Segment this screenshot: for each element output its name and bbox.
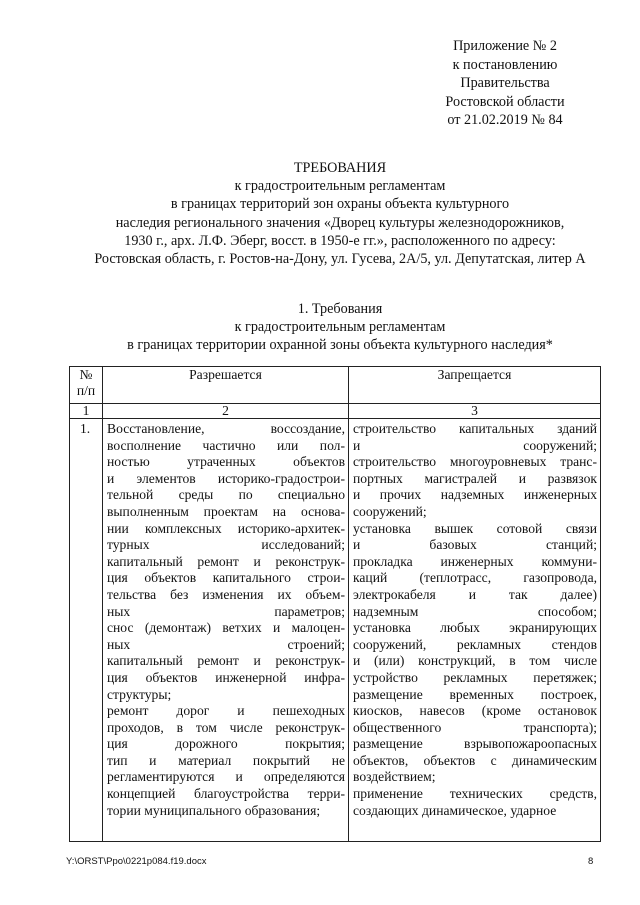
cell-line: ных параметров; bbox=[107, 603, 345, 619]
cell-line: ция объектов инженерной инфра- bbox=[107, 669, 345, 685]
cell-line: киосков, навесов (кроме остановок bbox=[353, 703, 597, 719]
title-line: в границах территорий зон охраны объекта культурного bbox=[170, 196, 510, 213]
cell-line: капитальный ремонт и реконструк- bbox=[107, 653, 345, 669]
cell-line: и элементов историко-градострои- bbox=[107, 470, 345, 486]
cell-line: надземным способом; bbox=[353, 603, 597, 619]
appendix-line: Ростовской области bbox=[445, 93, 565, 110]
appendix-line: от 21.02.2019 № 84 bbox=[447, 112, 563, 129]
section-title-line: к градостроительным регламентам bbox=[234, 319, 446, 336]
cell-line: объектов, объектов с динамическим bbox=[353, 752, 597, 768]
cell-line: каций (теплотрасс, газопровода, bbox=[353, 570, 597, 586]
cell-line: тельства без изменения их объем- bbox=[107, 586, 345, 602]
cell-line: размещение временных построек, bbox=[353, 686, 597, 702]
allowed-cell bbox=[103, 419, 349, 842]
column-number: 1 bbox=[70, 404, 103, 419]
title-line: 1930 г., арх. Л.Ф. Эберг, восст. в 1950-е гг.», расположенного по адресу: bbox=[124, 232, 556, 249]
cell-line: концепцией благоустройства терри- bbox=[107, 786, 345, 802]
cell-line: регламентируются и определяются bbox=[107, 769, 345, 785]
table-header-row bbox=[70, 367, 601, 404]
cell-line: строительство многоуровневых транс- bbox=[353, 454, 597, 470]
cell-line: электрокабеля и так далее) bbox=[353, 586, 597, 602]
cell-line: размещение взрывопожароопасных bbox=[353, 736, 597, 752]
requirements-table bbox=[69, 366, 601, 842]
column-number: 2 bbox=[103, 404, 349, 419]
header-number-line: п/п bbox=[76, 383, 96, 398]
cell-line: прокладка инженерных коммуни- bbox=[353, 553, 597, 569]
cell-line: сооружений, рекламных стендов bbox=[353, 636, 597, 652]
cell-line: ция объектов капитального строи- bbox=[107, 570, 345, 586]
header-forbidden: Запрещается bbox=[349, 367, 601, 404]
cell-line: проходов, в том числе реконструк- bbox=[107, 719, 345, 735]
header-allowed: Разрешается bbox=[103, 367, 349, 404]
column-number: 3 bbox=[349, 404, 601, 419]
cell-line: тории муниципального образования; bbox=[107, 802, 321, 818]
appendix-line: Приложение № 2 bbox=[453, 38, 557, 54]
cell-line: установка вышек сотовой связи bbox=[353, 520, 597, 536]
title-line: к градостроительным регламентам bbox=[234, 178, 446, 195]
title-line: Ростовская область, г. Ростов-на-Дону, ул. Гусева, 2А/5, ул. Депутатская, литер А bbox=[94, 251, 586, 268]
cell-line: и прочих надземных инженерных bbox=[353, 487, 597, 503]
cell-line: снос (демонтаж) ветхих и малоцен- bbox=[107, 620, 345, 636]
section-title-line: 1. Требования bbox=[297, 301, 383, 317]
footer-file-path: Y:\ORST\Ppo\0221p084.f19.docx bbox=[66, 856, 207, 867]
cell-line: структуры; bbox=[107, 686, 172, 702]
appendix-header bbox=[418, 37, 592, 130]
cell-line: строительство капитальных зданий bbox=[353, 421, 597, 436]
cell-line: общественного транспорта); bbox=[353, 719, 597, 735]
cell-line: создающих динамическое, ударное bbox=[353, 802, 557, 818]
cell-line: воздействием; bbox=[353, 769, 436, 785]
table-row bbox=[70, 419, 601, 842]
section-title-line: в границах территории охранной зоны объекта культурного наследия* bbox=[127, 337, 553, 354]
cell-line: и базовых станций; bbox=[353, 537, 597, 553]
cell-line: ремонт дорог и пешеходных bbox=[107, 703, 345, 719]
appendix-line: к постановлению bbox=[452, 56, 558, 73]
cell-line: установка любых экранирующих bbox=[353, 620, 597, 636]
title-line: наследия регионального значения «Дворец культуры железнодорожников, bbox=[115, 214, 565, 231]
cell-line: применение технических средств, bbox=[353, 786, 597, 802]
cell-line: ция дорожного покрытия; bbox=[107, 736, 345, 752]
cell-line: выполненным проектам на основа- bbox=[107, 503, 345, 519]
cell-line: турных исследований; bbox=[107, 537, 345, 553]
cell-line: и сооружений; bbox=[353, 437, 597, 453]
forbidden-cell bbox=[349, 419, 601, 842]
footer-page-number: 8 bbox=[588, 856, 594, 867]
cell-line: ных строений; bbox=[107, 636, 345, 652]
header-number bbox=[70, 367, 103, 404]
cell-line: нии комплексных историко-архитек- bbox=[107, 520, 345, 536]
cell-line: устройство рекламных перетяжек; bbox=[353, 669, 597, 685]
section-title bbox=[60, 300, 620, 355]
cell-line: сооружений; bbox=[353, 503, 427, 519]
cell-line: тельной среды по специально bbox=[107, 487, 345, 503]
requirements-title bbox=[60, 159, 620, 268]
title-line: ТРЕБОВАНИЯ bbox=[293, 160, 387, 176]
row-number: 1. bbox=[70, 419, 103, 842]
cell-line: капитальный ремонт и реконструк- bbox=[107, 553, 345, 569]
header-number-line: № bbox=[79, 367, 93, 382]
column-number-row bbox=[70, 404, 601, 419]
cell-line: ностью утраченных объектов bbox=[107, 454, 345, 470]
cell-line: портных магистралей и развязок bbox=[353, 470, 597, 486]
cell-line: тип и материал покрытий не bbox=[107, 752, 345, 768]
cell-line: восполнение частично или пол- bbox=[107, 437, 345, 453]
appendix-line: Правительства bbox=[460, 75, 550, 92]
cell-line: и (или) конструкций, в том числе bbox=[353, 653, 597, 669]
cell-line: Восстановление, воссоздание, bbox=[107, 421, 345, 436]
